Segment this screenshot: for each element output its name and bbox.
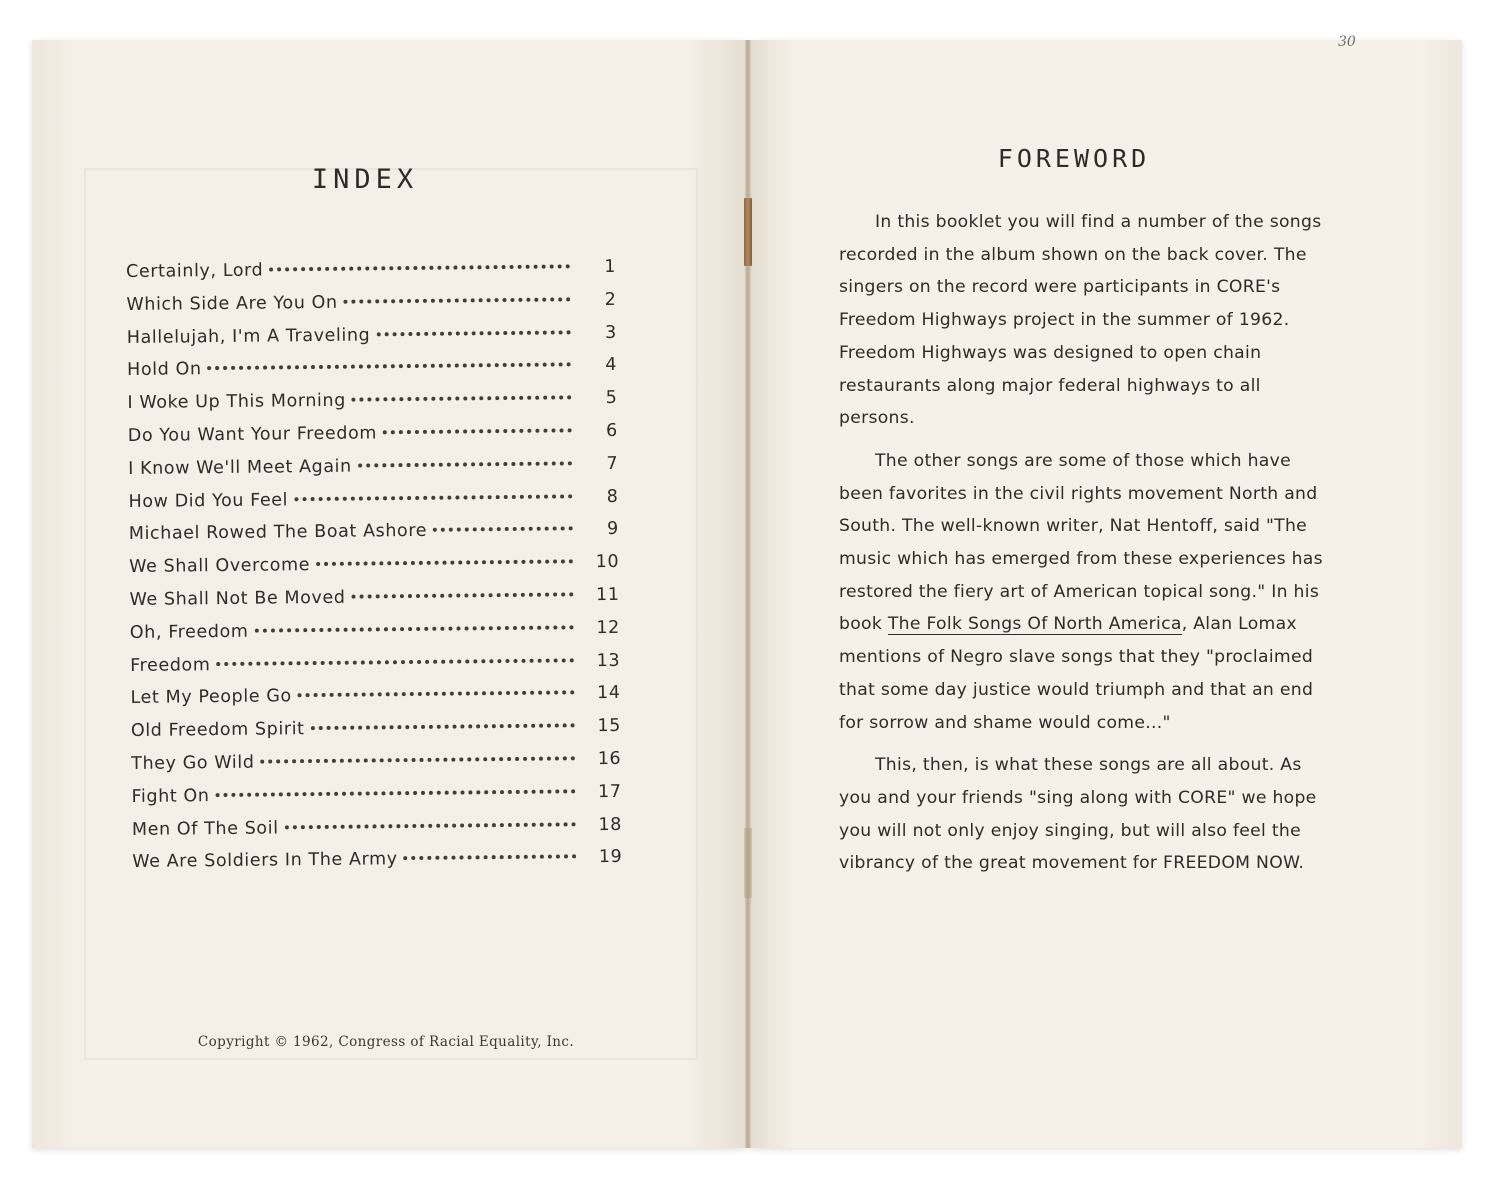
foreword-paragraph-3: This, then, is what these songs are all about. As you and your friends "sing along with CORE" we hope you will not only enjoy singing, but will also feel the vibrancy of the great movement for FREEDOM NOW.: [839, 755, 1317, 874]
dot-leader: [316, 560, 573, 567]
index-entry: [127, 355, 617, 393]
dot-leader: [311, 723, 575, 730]
index-entry-page-number: 3: [604, 322, 617, 343]
dot-leader: [269, 264, 570, 271]
index-entry: [127, 322, 617, 360]
foreword-body: [839, 206, 1335, 890]
index-entry: [127, 388, 617, 426]
paragraph-2-text-after: , Alan Lomax mentions of Negro slave songs that they "proclaimed that some day justice would triumph and that an end for sorrow and shame would come...": [839, 614, 1314, 733]
dot-leader: [294, 494, 572, 501]
index-entry-page-number: 19: [598, 847, 623, 868]
dot-leader: [216, 658, 574, 666]
index-entry-title: Which Side Are You On: [126, 292, 338, 315]
index-entry-page-number: 6: [605, 420, 618, 441]
dot-leader: [376, 330, 570, 336]
dot-leader: [216, 789, 576, 797]
dot-leader: [383, 428, 572, 434]
dot-leader: [208, 363, 572, 371]
index-entry: [131, 782, 621, 820]
staple-top: [744, 198, 752, 266]
foreword-paragraph-2: [839, 445, 1335, 739]
dot-leader: [352, 396, 572, 402]
book-title-underlined: The Folk Songs Of North America: [887, 614, 1182, 635]
dot-leader: [254, 625, 573, 632]
index-entry-title: Let My People Go: [130, 686, 292, 709]
index-entry: [126, 290, 616, 328]
index-entry-title: Men Of The Soil: [131, 817, 279, 840]
index-entry: [130, 618, 620, 656]
index-entry-title: We Are Soldiers In The Army: [132, 849, 398, 873]
index-entry-page-number: 14: [596, 683, 621, 704]
index-entry-title: I Know We'll Meet Again: [128, 456, 352, 479]
index-entry-title: We Shall Not Be Moved: [129, 587, 346, 610]
index-entry-page-number: 9: [606, 519, 619, 540]
index-entry: [128, 421, 618, 459]
index-entry: [126, 257, 616, 295]
index-entry: [130, 683, 620, 721]
index-entry: [128, 454, 618, 492]
dot-leader: [260, 756, 575, 763]
dot-leader: [352, 592, 574, 598]
index-entry-title: We Shall Overcome: [129, 555, 311, 578]
index-entry-title: Michael Rowed The Boat Ashore: [128, 521, 428, 545]
index-entry-title: Fight On: [131, 785, 210, 807]
index-entry-page-number: 5: [605, 388, 618, 409]
index-entry: [130, 650, 620, 688]
index-entry: [129, 585, 619, 623]
foreword-heading: FOREWORD: [997, 144, 1151, 173]
dot-leader: [298, 691, 575, 698]
index-entry-page-number: 8: [606, 486, 619, 507]
staple-bottom: [744, 828, 752, 898]
index-entry-page-number: 11: [595, 584, 620, 606]
index-entry-title: Oh, Freedom: [129, 621, 249, 643]
dot-leader: [285, 822, 576, 829]
index-list: [126, 257, 622, 885]
index-entry-page-number: 15: [597, 715, 621, 737]
index-entry-title: How Did You Feel: [128, 489, 289, 512]
index-entry-title: Old Freedom Spirit: [130, 719, 305, 742]
index-entry: [129, 552, 619, 590]
index-entry: [129, 519, 619, 557]
index-entry-page-number: 2: [604, 289, 617, 310]
index-entry-page-number: 18: [598, 814, 623, 835]
index-entry-page-number: 1: [604, 256, 617, 277]
index-entry-title: Hallelujah, I'm A Traveling: [126, 325, 371, 348]
index-entry-title: I Woke Up This Morning: [127, 390, 346, 414]
dot-leader: [358, 461, 572, 467]
foreword-paragraph-1: In this booklet you will find a number of the songs recorded in the album shown on the back cover. The singers on the record were participants in CORE's Freedom Highways project in the summer of 1962. Freedom Highways was designed to open chain restaurants along major federal highways to all persons.: [839, 212, 1322, 429]
index-entry: [131, 749, 621, 787]
index-entry-title: Certainly, Lord: [126, 260, 264, 282]
index-entry-title: Do You Want Your Freedom: [127, 423, 378, 446]
index-entry-page-number: 16: [597, 748, 622, 770]
dot-leader: [404, 855, 577, 861]
index-entry-page-number: 12: [596, 617, 620, 638]
index-entry-page-number: 10: [595, 552, 620, 573]
index-entry-page-number: 4: [605, 355, 618, 376]
dot-leader: [344, 297, 571, 303]
index-entry-page-number: 13: [596, 650, 621, 671]
index-entry-title: They Go Wild: [131, 752, 255, 774]
index-heading: INDEX: [311, 164, 419, 195]
paragraph-2-text-before: The other songs are some of those which have been favorites in the civil rights movement North and South. The well-known writer, Nat Hentoff, said "The music which has emerged from these experiences has restored the fiery art of American topical song." In his book: [839, 450, 1323, 635]
index-entry: [132, 814, 622, 852]
dot-leader: [433, 527, 573, 532]
index-entry-page-number: 17: [598, 781, 622, 802]
index-entry: [132, 847, 622, 885]
index-entry-title: Hold On: [127, 359, 202, 381]
index-entry: [131, 716, 621, 754]
copyright-line: Copyright © 1962, Congress of Racial Equality, Inc.: [197, 1034, 575, 1050]
index-entry-page-number: 7: [606, 453, 619, 474]
index-entry-title: Freedom: [130, 654, 211, 676]
pencil-price-note: 30: [1338, 34, 1356, 50]
index-entry: [128, 486, 618, 524]
